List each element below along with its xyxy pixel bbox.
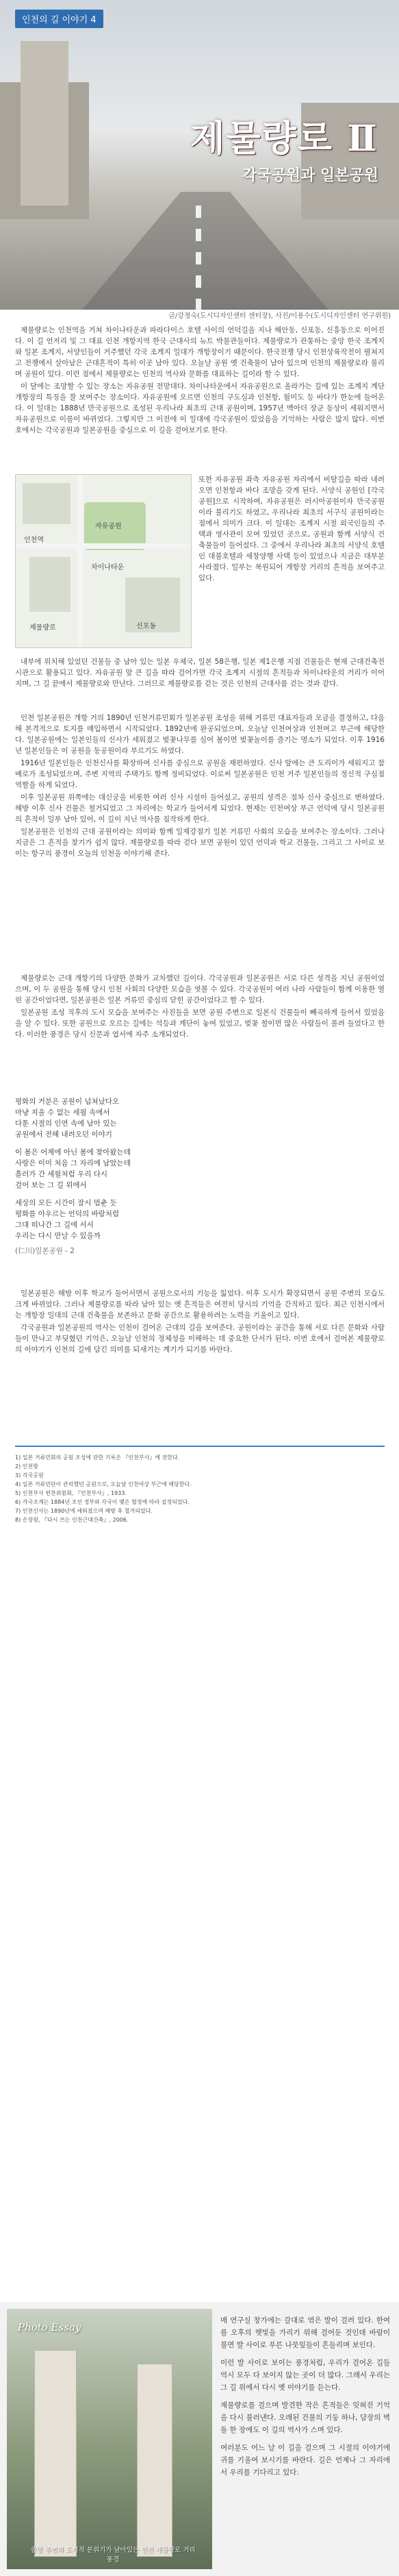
poem-source: (仁川)일본공원 - 2	[15, 1247, 75, 1255]
poem-break	[15, 1191, 207, 1198]
footnote-divider	[15, 1446, 385, 1447]
map-label: 차이나타운	[91, 564, 125, 571]
poem-line: 평화의 거분은 공원이 넘쳐났다오	[15, 1098, 120, 1106]
footnote: 5) 인천부사 편찬위원회, 『인천부사』, 1933.	[15, 1490, 127, 1496]
footnotes	[15, 1454, 385, 1525]
stone-pillar	[137, 2364, 172, 2557]
section1-continued	[15, 656, 385, 691]
body-paragraph: 일본공원은 인천의 근대 공원이라는 의미와 함께 일제강점기 일본 거류민 사회의 모습을 보여주는 장소이다. 그러나 지금은 그 흔적을 찾기가 쉽지 않다. 제물량로를 따라 걷다 보면 공원이 있던 언덕과 학교 건물들, 그리고 그 사이로 보이는 항구의 풍경이 오늘의 인천을 이야기해 준다.	[15, 828, 385, 858]
photo-essay-caption: 중앙 주변의 도시적 분위기가 남아있는 인천 제물량로 거리 풍경	[30, 2547, 196, 2564]
map-block	[23, 483, 70, 524]
section1-text: 또한 자유공원 좌측 자유공원 자리에서 비탈길을 따라 내려오면 인천항과 바다 조망을 갖게 된다. 서양식 공원인 [각국공원]으로 시작하여, 자유공원은 러시아공원이자 만국공원이라 불리기도 하였고, 우리나라 최초의 서구식 공원이라는 점에서 의미가 크다. 이 일대는 조계지 시절 외국인들의 주택과 영사관이 모여 있었던 곳으로, 공원과 함께 서양식 건축물들이 들어섰다. 그 중에서 우리나라 최초의 서양식 호텔인 대불호텔과 세창양행 사택 등이 있었으나 지금은 대부분 사라졌다. 일부는 복원되어 개항장 거리의 흔적을 보여주고 있다.	[198, 475, 385, 582]
map-label: 자유공원	[95, 523, 122, 530]
essay-paragraph: 이런 발 사이로 보이는 풍경처럼, 우리가 걸어온 길들 역시 모두 다 보이지 않는 곳이 더 많다. 그래서 우리는 그 길 위에서 다시 옛 이야기를 듣는다.	[220, 2359, 390, 2392]
body-paragraph: 1916년 일본인들은 인천신사를 확장하여 신사를 중심으로 공원을 재편하였다. 신사 앞에는 큰 도리이가 세워지고 참배로가 조성되었으며, 주변 지역의 주택가도 함께 정비되었다. 이로써 일본공원은 인천 거주 일본인들의 정신적 구심점 역할을 하게 되었다.	[15, 759, 385, 789]
body-paragraph: 인천 일본공원은 개항 거의 1890년 인천거류민회가 일본공원 조성을 위해 거류민 대표자들과 모금을 결정하고, 다음해 본격적으로 토지를 매입하면서 시작되었다. 1892년에 완공되었으며, 오늘날 인천여상과 인천여고 부근에 해당한다. 일본공원에는 일본인들의 신사가 세워졌고 벚꽃나무를 심어 봄이면 벚꽃놀이를 즐기는 명소가 되었다. 이후 1916년 일본인들은 이 공원을 동공원이라 부르기도 하였다.	[15, 714, 385, 755]
poem-line: 걸어 보는 그 길 위에서	[15, 1181, 87, 1189]
photo-essay	[0, 2302, 399, 2576]
poem-line: 사랑은 이미 처음 그 자리에 남았는데	[15, 1159, 131, 1167]
body-paragraph: 이후 일본공원 위쪽에는 대신궁을 비롯한 여러 신사 시설이 들어섰고, 공원의 성격은 점차 신사 중심으로 변하였다. 해방 이후 신사 건물은 철거되었고 그 자리에는 학교가 들어서게 되었다. 현재는 인천여상 부근 언덕에 당시 일본공원의 흔적이 일부 남아 있어, 이 길이 지닌 역사를 짐작하게 한다.	[15, 793, 385, 823]
footnote: 3) 각국공원	[15, 1472, 44, 1478]
intro-paragraph: 제물량로는 인천역을 거쳐 차이나타운과 파라다이스 호텔 사이의 언덕길을 지나 해안동, 신포동, 신흥동으로 이어진다. 이 길 언저리 및 그 대표 인천 개항지역 한국 근대사의 뉴트 박물관들이다. 제물량로가 관통하는 중앙 한국 조계지와 일본 조계지, 서양인들이 거주했던 각국 조계지 일대가 개항장이기 때문이다. 한국전쟁 당시 인천상륙작전이 펼쳐지고 전쟁에서 살아남은 근대흔적이 특히 이곳 남아 있다. 오늘날 공원 옛 건축물이 남아 있으며 인천의 제물량로라 불리며 공원이 있다. 이런 점에서 제물량로는 인천의 역사와 문화를 대표하는 길이라 할 수 있다.	[15, 326, 385, 378]
essay-paragraph: 매 연구실 창가에는 갈대로 엮은 발이 걸려 있다. 한여름 오후의 햇빛을 가리기 위해 걸어둔 것인데 바람이 불면 발 사이로 푸른 나뭇잎들이 흔들리며 보인다.	[220, 2316, 390, 2349]
body-paragraph: 제물량로는 근대 개항기의 다양한 문화가 교차했던 길이다. 각국공원과 일본공원은 서로 다른 성격을 지닌 공원이었으며, 이 두 공원을 통해 당시 인천 사회의 다양한 모습을 엿볼 수 있다. 각국공원이 여러 나라 사람들이 함께 이용한 열린 공간이었다면, 일본공원은 일본 거류민 중심의 닫힌 공간이었다고 할 수 있다.	[15, 974, 385, 1004]
poem-line: 흘러가 간 세월처럼 우리 다시	[15, 1170, 108, 1178]
section2-text	[15, 713, 385, 860]
lane-marking	[196, 206, 201, 310]
page-title: 제물량로 Ⅱ	[190, 118, 378, 160]
map-road	[77, 475, 83, 647]
map-block	[29, 557, 70, 612]
footnote: 8) 손장원, 『다시 쓰는 인천근대건축』, 2006.	[15, 1517, 129, 1523]
photo-essay-text	[220, 2314, 390, 2484]
section4-text	[15, 1288, 385, 1357]
map-label: 제물량로	[29, 624, 56, 632]
footnote: 1) 일본 거류민회의 공원 조성에 관한 기록은 『인천부사』에 전한다.	[15, 1454, 180, 1461]
poem-line: 평화를 아우르는 언덕의 바람처럼	[15, 1210, 120, 1218]
poem-line: 마냥 지울 수 없는 세월 속에서	[15, 1109, 110, 1117]
poem-line: 세상의 모든 시간이 잠시 멈춘 듯	[15, 1199, 117, 1207]
photo-essay-label: Photo Essay	[18, 2321, 81, 2333]
title-block	[190, 110, 378, 185]
footnote: 4) 일본 거류민단이 관리했던 공원으로, 오늘날 인천여상 부근에 해당한다.	[15, 1481, 192, 1487]
map-road	[16, 543, 191, 549]
poem-line: 이 봄은 어제에 아닌 봄에 찾아왔는데	[15, 1148, 131, 1156]
stone-pillar	[34, 2350, 77, 2557]
footnote: 7) 인천신사는 1890년에 세워졌으며 해방 후 철거되었다.	[15, 1508, 153, 1514]
photo-essay-image	[7, 2309, 212, 2569]
body-paragraph: 각국공원과 일본공원의 역사는 인천이 걸어온 근대의 길을 보여준다. 공원이라는 공간을 통해 서로 다른 문화와 사람들이 만나고 부딪혔던 기억은, 오늘날 인천의 정체성을 이해하는 데 중요한 단서가 된다. 이번 호에서 걸어본 제물량로의 이야기가 인천의 길에 담긴 의미를 되새기는 계기가 되기를 바란다.	[15, 1324, 385, 1354]
poem-line: 다툰 시절의 인연 속에 남아 있는	[15, 1119, 117, 1128]
map-label: 인천역	[24, 536, 44, 544]
body-paragraph: 내부에 위치해 있었던 건물들 중 남아 있는 일본 우체국, 일본 58은행, 일본 제1은행 지점 건물들은 현재 근대건축전시관으로 활용되고 있다. 자유공원 앞 큰 길을 따라 걸어가면 각국 조계지 시절의 흔적들과 차이나타운의 거리가 이어지며, 그 길 끝에서 제물량로와 만난다. 그러므로 제물량로를 걷는 것은 인천의 근대사를 걷는 것과 같다.	[15, 658, 385, 688]
essay-paragraph: 제물량로를 걸으며 발견한 작은 흔적들은 잊혀진 기억을 다시 불러낸다. 오래된 건물의 기둥 하나, 담장의 벽돌 한 장에도 이 길의 역사가 스며 있다.	[220, 2401, 390, 2434]
road	[82, 192, 329, 310]
intro-paragraph: 이 달에는 조망할 수 있는 장소는 자유공원 전망대다. 차이나타운에서 자유공원으로 올라가는 길에 있는 조계지 계단 개항장의 특징을 잘 보여주는 장소이다. 자유공원에 오르면 인천의 구도심과 인천항, 월미도 등 바다가 한눈에 들어온다. 이 일대는 1888년 만국공원으로 조성된 우리나라 최초의 근대 공원이며, 1957년 맥아더 장군 동상이 세워지면서 자유공원으로 이름이 바뀌었다. 그렇지만 그 이전에 이 일대에 각국공원이 있었음을 기억하는 사람은 많지 않다. 이번 호에서는 각국공원과 일본공원을 중심으로 이 길을 걸어보기로 한다.	[15, 382, 385, 434]
section3-text	[15, 973, 385, 1041]
essay-paragraph: 여러분도 어느 날 이 길을 걸으며 그 시절의 이야기에 귀를 기울여 보시기를 바란다. 길은 언제나 그 자리에서 우리를 기다리고 있다.	[220, 2444, 390, 2477]
poem-line: 그대 떠나간 그 길에 서서	[15, 1221, 94, 1229]
footnote: 2) 인천항	[15, 1463, 38, 1470]
body-paragraph: 일본공원 조성 직후의 도시 모습을 보여주는 사진들을 보면 공원 주변으로 일본식 건물들이 빼곡하게 들어서 있었음을 알 수 있다. 또한 공원으로 오르는 길에는 석등과 계단이 놓여 있었고, 벚꽃 철이면 많은 사람들이 몰려 들었다고 한다. 이러한 풍경은 당시 신문과 엽서에 자주 소개되었다.	[15, 1008, 385, 1039]
poem-break	[15, 1140, 207, 1147]
series-tag: 인천의 길 이야기 4	[15, 10, 103, 28]
body-paragraph: 일본공원은 해방 이후 학교가 들어서면서 공원으로서의 기능을 잃었다. 이후 도시가 확장되면서 공원 주변의 모습도 크게 바뀌었다. 그러나 제물량로를 따라 남아 있는 옛 흔적들은 여전히 당시의 기억을 간직하고 있다. 최근 인천시에서는 개항장 일대의 근대 건축물을 보존하고 문화 공간으로 활용하려는 노력을 기울이고 있다.	[15, 1289, 385, 1320]
poem-line: 우리는 다시 만날 수 있을까	[15, 1232, 101, 1240]
map-label: 신포동	[136, 623, 156, 630]
photo-credit: 글/강정숙(도시디자인센터 센터장), 사진/이용수(도시디자인센터 연구위원)	[168, 312, 391, 320]
area-map	[15, 474, 192, 648]
intro-text	[15, 325, 385, 437]
poem-line: 공원에서 전해 내려오던 이야기	[15, 1130, 112, 1139]
building-tower	[21, 41, 68, 206]
poem	[15, 1096, 207, 1256]
page-subtitle: 각국공원과 일본공원	[242, 166, 378, 184]
footnote: 6) 각국조계는 1884년 조선 정부와 각국이 맺은 협정에 따라 설정되었다.	[15, 1499, 190, 1505]
